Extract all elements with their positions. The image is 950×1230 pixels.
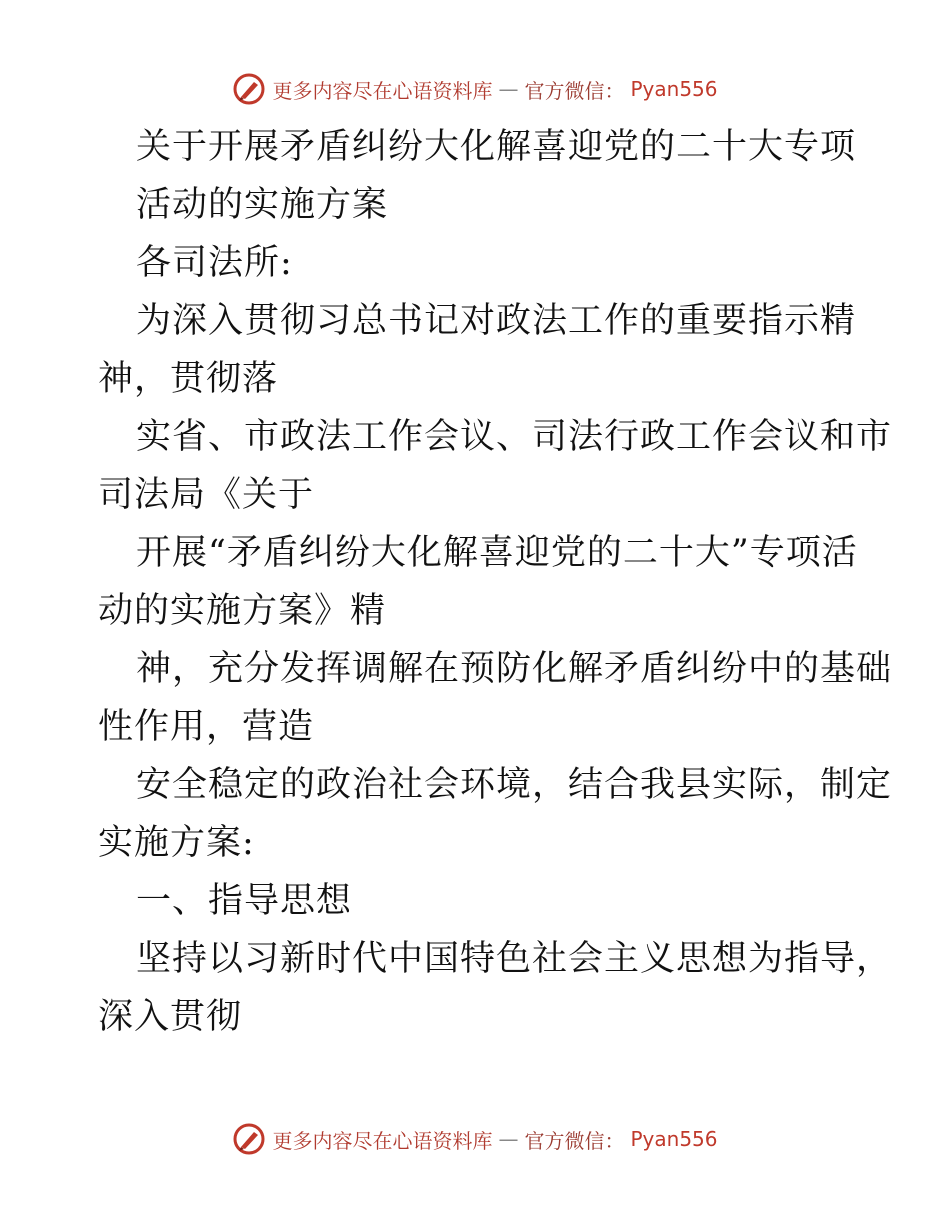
text-line: 一、指导思想 (136, 881, 353, 921)
banner-wechat-id: Pyan556 (630, 77, 718, 101)
banner-official-label: 官方微信： (524, 1128, 625, 1153)
pen-logo-icon (232, 1122, 266, 1156)
header-banner (0, 72, 950, 106)
text-line: 坚持以习新时代中国特色社会主义思想为指导， (136, 939, 893, 979)
footer-banner (0, 1122, 950, 1156)
document-body (98, 118, 893, 1046)
text-line: 神，充分发挥调解在预防化解矛盾纠纷中的基础 (136, 649, 893, 689)
banner-brand-text: 更多内容尽在心语资料库 (272, 1128, 493, 1153)
banner-official-label: 官方微信： (524, 78, 625, 103)
pen-logo-icon (232, 72, 266, 106)
text-line: 活动的实施方案 (136, 185, 389, 225)
banner-brand-text: 更多内容尽在心语资料库 (272, 78, 493, 103)
text-line: 关于开展矛盾纠纷大化解喜迎党的二十大专项 (136, 127, 857, 167)
banner-dash: — (498, 1127, 519, 1151)
text-line: 各司法所: (136, 243, 293, 283)
text-line: 实省、市政法工作会议、司法行政工作会议和市 (136, 417, 893, 457)
text-line: 动的实施方案》精 (98, 591, 387, 631)
text-line: 为深入贯彻习总书记对政法工作的重要指示精 (136, 301, 857, 341)
banner-wechat-id: Pyan556 (630, 1127, 718, 1151)
text-line: 司法局《关于 (98, 475, 315, 515)
text-line: 实施方案: (98, 823, 255, 863)
text-line: 性作用，营造 (98, 707, 315, 747)
text-line: 安全稳定的政治社会环境，结合我县实际，制定 (136, 765, 893, 805)
text-line: 深入贯彻 (98, 997, 243, 1037)
text-line: 神，贯彻落 (98, 359, 279, 399)
banner-dash: — (498, 77, 519, 101)
text-line: 开展“矛盾纠纷大化解喜迎党的二十大”专项活 (136, 533, 858, 573)
